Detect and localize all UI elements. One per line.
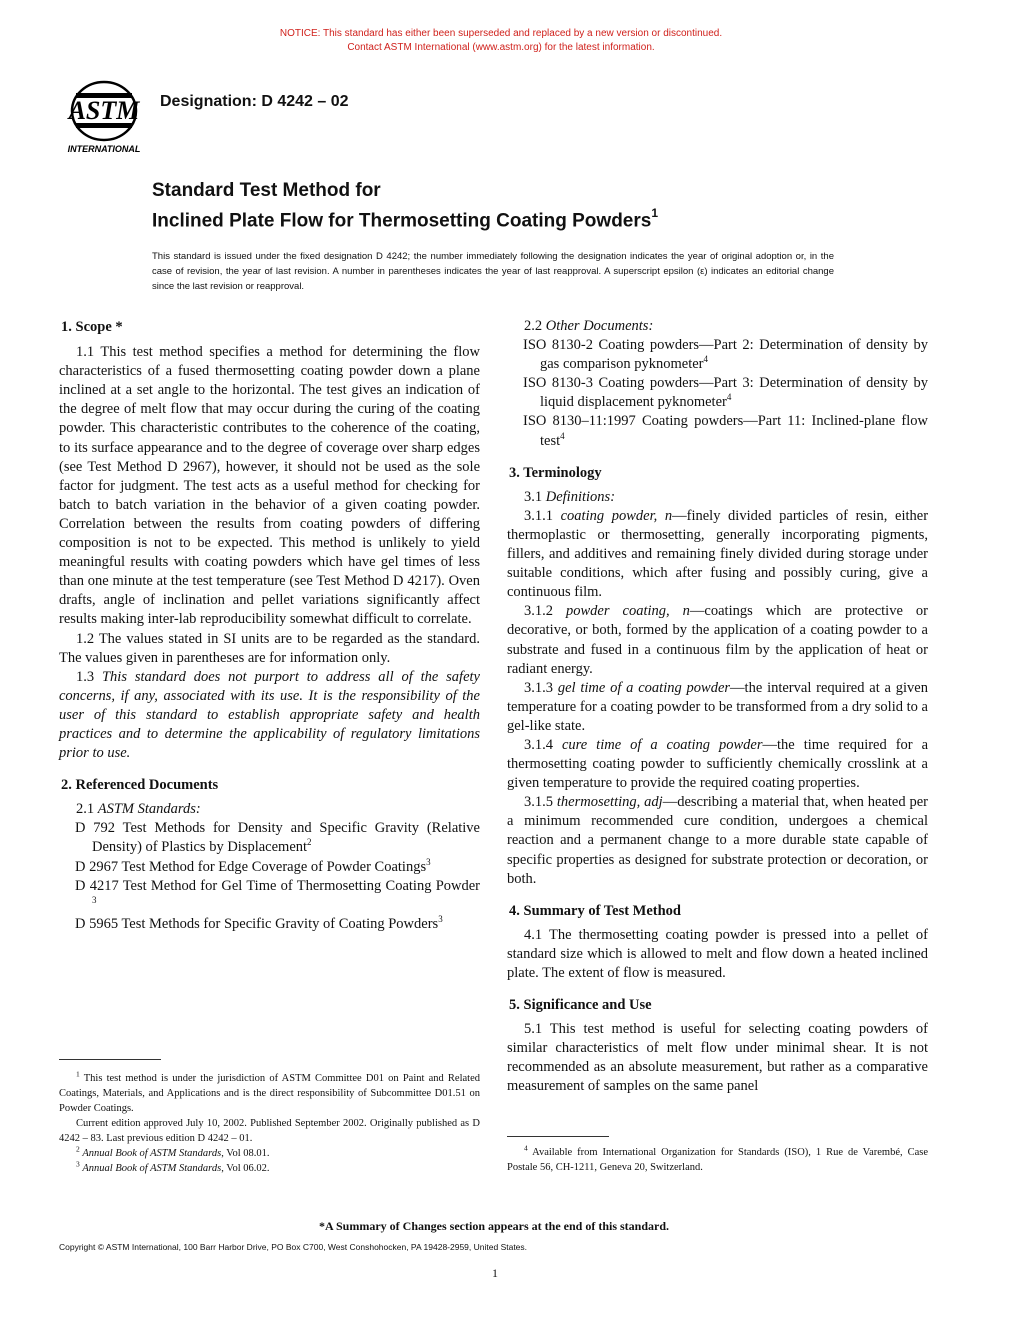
footnote-1b: Current edition approved July 10, 2002. Published September 2002. Originally published as D 4242 – 83. Last previous edition D 4242 – 01. — [59, 1118, 480, 1144]
para-1-3: 1.3 This standard does not purport to address all of the safety concerns, if any, associated with its use. It is the responsibility of the user of this standard to establish appropriate safety and health practices and to determine the applicability of regulatory limitations prior to use. — [59, 668, 480, 762]
title-line-2 — [152, 203, 658, 233]
scope-heading: 1. Scope * — [61, 319, 123, 335]
significance-heading: 5. Significance and Use — [509, 997, 652, 1014]
definitions-label: 3.1 Definitions: — [524, 488, 616, 505]
para-5-1: 5.1 This test method is useful for selecting coating powders of similar characteristics of melt flow under minimal shear. It is not recommended as an absolute measurement, but rather as a comparative measurement of samples on the same panel — [507, 1021, 928, 1095]
summary-heading: 4. Summary of Test Method — [509, 902, 681, 919]
other-docs-label: 2.2 Other Documents: — [524, 318, 654, 334]
para-1-1: 1.1 This test method specifies a method for determining the flow characteristics of a fused thermosetting coating powder down a plane inclined at a set angle to the horizontal. The test gives an indication of the degree of melt flow that may occur during the curing of the coating powder. This characteristic contributes to the coherence of the coating, to its surface appearance and to the degree of coverage over sharp edges (see Test Method D 2967), however, it should not be used as the sole factor for judgment. The test acts as a useful method for checking for batch to batch variation in the behavior of a given coating powder. Correlation between the results from coating powders of differing composition is not to be expected. This method is unlikely to yield meaningful results with coating powders which have gel times of less than one minute at the test temperature (see Test Method D 4217). Oven drafts, angle of inclination and pellet variations significantly affect results making inter-lab reproducibility somewhat difficult to correlate. — [59, 344, 480, 628]
logo-subtitle: INTERNATIONAL — [67, 144, 141, 154]
definition-3-1-2: 3.1.2 powder coating, n—coatings which are protective or decorative, or both, formed by the application of a coating powder to a substrate and fused in a continuous film by the application of heat or radiant energy. — [507, 603, 928, 677]
designation: Designation: D 4242 – 02 — [160, 93, 349, 110]
notice-line-2: Contact ASTM International (www.astm.org) for the latest information. — [347, 42, 655, 53]
definition-3-1-1: 3.1.1 coating powder, n—finely divided particles of resin, either thermoplastic or thermosetting, generally incorporating pigments, fillers, and additives and remaining finely divided during storage under suitable conditions, which after fusing and possibly curing, give a continuous film. — [507, 507, 929, 601]
footnote-3: $^3$ Annual Book of ASTM Standards, Vol 06.02. — [76, 1159, 270, 1174]
terminology-heading: 3. Terminology — [509, 464, 602, 481]
ref-d5965: D 5965 Test Methods for Specific Gravity of Coating Powders$^3$ — [75, 913, 443, 932]
notice-line-1: NOTICE: This standard has either been superseded and replaced by a new version or discontinued. — [279, 28, 723, 39]
title-text: Inclined Plate Flow for Thermosetting Coating Powders — [152, 210, 652, 232]
issuance-note: This standard is issued under the fixed designation D 4242; the number immediately following the designation indicates the year of original adoption or, in the case of revision, the year of last revision. A number in parentheses indicates the year of last reapproval. A superscript epsilon (ε) indicates an editorial change since the last revision or reapproval. — [152, 251, 834, 292]
definition-3-1-4: 3.1.4 cure time of a coating powder—the time required for a thermosetting coating powder to sufficiently chemically crosslink at a given temperature to provide the required coating properties. — [507, 736, 929, 792]
definition-3-1-5: 3.1.5 thermosetting, adj—describing a material that, when heated per a minimum recommended cure condition, undergoes a chemical reaction and a permanent change to a more durable state capable of specific properties as designed for substrate protection or decoration, or both. — [507, 794, 928, 887]
title-line-1: Standard Test Method for — [152, 180, 381, 201]
ref-d4217: D 4217 Test Method for Gel Time of Thermosetting Coating Powder $^3$ — [75, 877, 480, 905]
right-footnote-rule — [507, 1136, 609, 1137]
left-footnotes — [59, 1071, 480, 1176]
footnote-1: $^1$ This test method is under the jurisdiction of ASTM Committee D01 on Paint and Related Coatings, Materials, and Applications and is the direct responsibility of Subcommittee D01.51 on Powder Coatings. — [59, 1069, 480, 1114]
astm-logo-icon — [58, 79, 150, 155]
para-4-1: 4.1 The thermosetting coating powder is pressed into a pellet of standard size which is allowed to melt and flow down a heated inclined plate. The extent of flow is measured. — [507, 926, 928, 981]
document-title — [152, 178, 658, 233]
ref-iso-8130-11: ISO 8130–11:1997 Coating powders—Part 11: Inclined-plane flow test$^4$ — [523, 413, 928, 449]
definition-3-1-3: 3.1.3 gel time of a coating powder—the interval required at a given temperature for a coating powder to be transformed from a dry solid to a gel-like state. — [507, 679, 928, 734]
footnote-2: $^2$ Annual Book of ASTM Standards, Vol 08.01. — [76, 1144, 270, 1159]
para-1-2: 1.2 The values stated in SI units are to be regarded as the standard. The values given in parentheses are for information only. — [59, 630, 480, 666]
page-number: 1 — [492, 1266, 498, 1280]
left-column — [59, 318, 480, 934]
supersede-notice — [0, 27, 1002, 55]
summary-of-changes-note: *A Summary of Changes section appears at the end of this standard. — [318, 1219, 670, 1233]
footnote-4: $^4$ Available from International Organization for Standards (ISO), 1 Rue de Varembé, Case Postale 56, CH-1211, Geneva 20, Switzerland. — [507, 1143, 929, 1173]
copyright: Copyright © ASTM International, 100 Barr Harbor Drive, PO Box C700, West Conshohocken, PA 19428-2959, United States. — [59, 1242, 528, 1252]
ref-d792: D 792 Test Methods for Density and Specific Gravity (Relative Density) of Plastics by Displacement$^2$ — [75, 820, 480, 856]
logo-astm-text: ASTM — [68, 96, 140, 125]
left-footnote-rule — [59, 1059, 161, 1060]
ref-iso-8130-3: ISO 8130-3 Coating powders—Part 3: Determination of density by liquid displacement pyknometer$^4$ — [523, 375, 928, 411]
title-footnote-mark: 1 — [651, 206, 659, 220]
astm-logo — [58, 79, 150, 155]
astm-standards-label: 2.1 ASTM Standards: — [76, 801, 201, 818]
ref-iso-8130-2: ISO 8130-2 Coating powders—Part 2: Determination of density by gas comparison pyknometer$^4$ — [523, 337, 928, 373]
right-column — [507, 317, 928, 1097]
ref-d2967: D 2967 Test Method for Edge Coverage of Powder Coatings$^3$ — [75, 856, 431, 875]
refdocs-heading: 2. Referenced Documents — [61, 777, 219, 794]
right-footnotes — [507, 1145, 928, 1175]
